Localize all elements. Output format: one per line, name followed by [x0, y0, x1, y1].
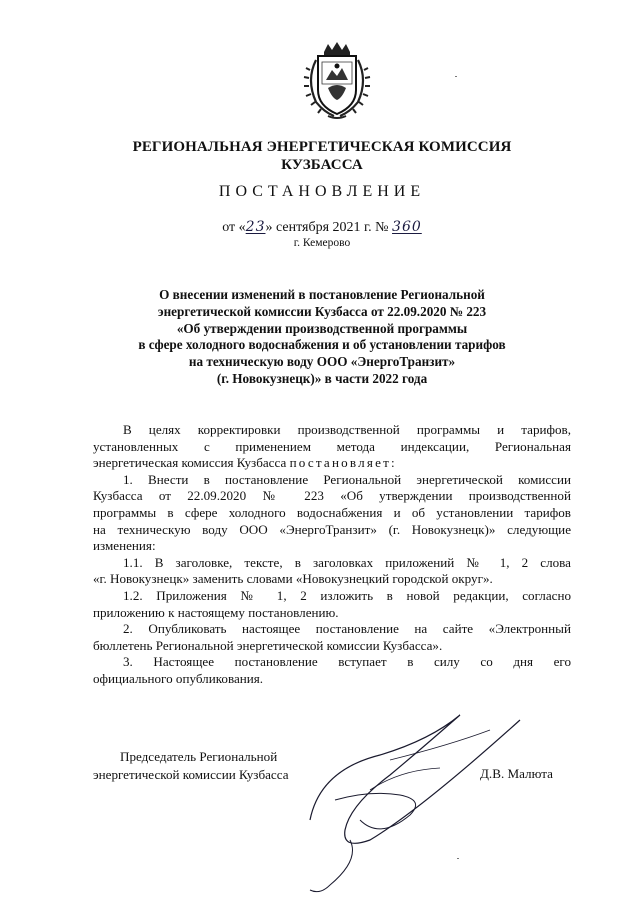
preamble-line: В целях корректировки производственной программы и тарифов,: [123, 422, 571, 437]
subject-line: «Об утверждении производственной программы: [176, 320, 468, 336]
signatory-name: Д.В. Малюта: [480, 766, 553, 781]
date-prefix: от «: [222, 220, 246, 235]
document-type-title: ПОСТАНОВЛЕНИЕ: [218, 183, 426, 200]
preamble-line: установленных с применением метода индексации, Региональная: [93, 438, 571, 454]
signatory-title-line-2: энергетической комиссии Кузбасса: [93, 767, 289, 782]
item-1-2-line: приложению к настоящему постановлению.: [93, 604, 339, 620]
subject-line: на техническую воду ООО «ЭнергоТранзит»: [188, 354, 456, 370]
subject-line: (г. Новокузнецк)» в части 2022 года: [216, 370, 428, 386]
scan-speck: [457, 858, 459, 859]
preamble-line: [93, 455, 571, 472]
item-1-line: изменения:: [93, 538, 156, 554]
document-subject: [100, 287, 544, 388]
item-2-line: бюллетень Региональной энергетической комиссии Кузбасса».: [93, 637, 443, 653]
handwritten-signature: [250, 700, 550, 900]
preamble-text: энергетическая комиссия Кузбасса: [93, 455, 290, 471]
document-city: г. Кемерово: [293, 237, 351, 249]
document-body: [93, 422, 571, 688]
item-1-2-line: 1.2. Приложения № 1, 2 изложить в новой редакции, согласно: [123, 587, 571, 603]
document-date-line: [72, 219, 572, 236]
item-1-1-line: «г. Новокузнецк» заменить словами «Новокузнецкий городской округ».: [93, 571, 493, 587]
subject-line: О внесении изменений в постановление Региональной: [159, 287, 485, 302]
date-day-handwritten: 23: [245, 219, 266, 235]
resolves-word: постановляет:: [289, 455, 397, 471]
organization-name-line-1: РЕГИОНАЛЬНАЯ ЭНЕРГЕТИЧЕСКАЯ КОМИССИЯ: [132, 139, 512, 155]
subject-line: энергетической комиссии Кузбасса от 22.09.2020 № 223: [157, 303, 487, 319]
item-2-line: 2. Опубликовать настоящее постановление на сайте «Электронный: [123, 621, 571, 637]
subject-line: в сфере холодного водоснабжения и об установлении тарифов: [138, 337, 506, 353]
item-1-1-line: 1.1. В заголовке, тексте, в заголовках приложений № 1, 2 слова: [123, 554, 571, 570]
item-1-line: программы в сфере холодного водоснабжения и об установлении тарифов: [93, 504, 571, 520]
item-3-line: 3. Настоящее постановление вступает в силу со дня его: [123, 654, 571, 670]
item-1-line: Кузбасса от 22.09.2020 № 223 «Об утверждении производственной: [93, 488, 571, 504]
document-number-handwritten: 360: [392, 219, 422, 235]
coat-of-arms-emblem: [298, 40, 376, 122]
signatory-title-line-1: Председатель Региональной: [120, 749, 278, 764]
date-month-year: » сентября 2021 г. №: [265, 220, 389, 235]
item-1-line: на техническую воду ООО «ЭнергоТранзит» (г. Новокузнецк)» следующие: [93, 521, 571, 537]
scan-speck: [455, 76, 457, 77]
item-1-line: 1. Внести в постановление Региональной энергетической комиссии: [123, 471, 571, 487]
organization-name-line-2: КУЗБАССА: [281, 157, 363, 173]
item-3-line: официального опубликования.: [93, 670, 264, 686]
